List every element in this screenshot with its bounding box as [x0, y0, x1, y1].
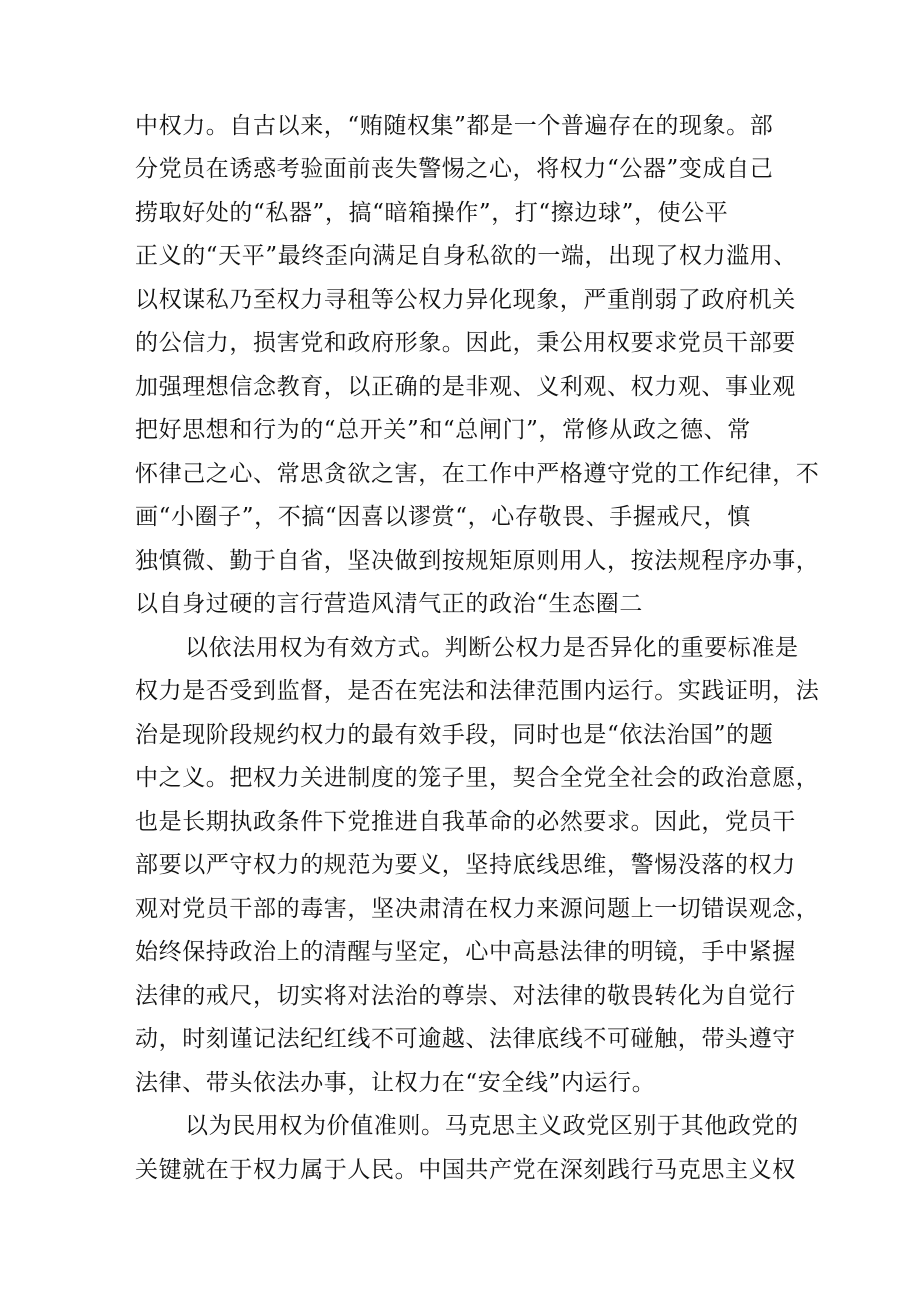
text-line: 关键就在于权力属于人民。中国共产党在深刻践行马克思主义权 — [135, 1157, 796, 1183]
text-line: 法律、带头依法办事，让权力在“安全线”内运行。 — [135, 1070, 656, 1096]
text-line: 中之义。把权力关进制度的笼子里，契合全党全社会的政治意愿， — [135, 765, 820, 791]
text-line: 怀律己之心、常思贪欲之害，在工作中严格遵守党的工作纪律，不 — [135, 461, 820, 487]
text-line: 以权谋私乃至权力寻租等公权力异化现象，严重削弱了政府机关 — [135, 287, 796, 313]
paragraph-first-line: 以依法用权为有效方式。判断公权力是否异化的重要标准是 — [185, 635, 799, 661]
text-line: 加强理想信念教育，以正确的是非观、义利观、权力观、事业观 — [135, 374, 796, 400]
text-line: 始终保持政治上的清醒与坚定，心中高悬法律的明镜，手中紧握 — [135, 939, 796, 965]
paragraph-first-line: 以为民用权为价值准则。马克思主义政党区别于其他政党的 — [185, 1113, 799, 1139]
text-line: 中权力。自古以来，“贿随权集”都是一个普遍存在的现象。部 — [135, 113, 774, 139]
text-line: 把好思想和行为的“总开关”和“总闸门”，常修从政之德、常 — [135, 417, 751, 443]
text-line: 捞取好处的“私器”，搞“暗箱操作”，打“擦边球”，使公平 — [135, 200, 729, 226]
text-line: 法律的戒尺，切实将对法治的尊崇、对法律的敬畏转化为自觉行 — [135, 983, 796, 1009]
text-line: 部要以严守权力的规范为要义，坚持底线思维，警惕没落的权力 — [135, 852, 796, 878]
text-line: 的公信力，损害党和政府形象。因此，秉公用权要求党员干部要 — [135, 330, 796, 356]
text-line: 正义的“天平”最终歪向满足自身私欲的一端，出现了权力滥用、 — [135, 243, 797, 269]
text-line: 观对党员干部的毒害，坚决肃清在权力来源问题上一切错误观念， — [135, 896, 820, 922]
text-line: 分党员在诱惑考验面前丧失警惕之心，将权力“公器”变成自己 — [135, 156, 774, 182]
text-line: 独慎微、勤于自省，坚决做到按规矩原则用人，按法规程序办事， — [135, 548, 820, 574]
text-line: 画“小圈子”，不搞“因喜以谬赏“，心存敬畏、手握戒尺，慎 — [135, 504, 751, 530]
text-line: 也是长期执政条件下党推进自我革命的必然要求。因此，党员干 — [135, 809, 796, 835]
text-line: 权力是否受到监督，是否在宪法和法律范围内运行。实践证明，法 — [135, 678, 820, 704]
text-line: 动，时刻谨记法纪红线不可逾越、法律底线不可碰触，带头遵守 — [135, 1026, 796, 1052]
text-line: 治是现阶段规约权力的最有效手段，同时也是“依法治国”的题 — [135, 722, 774, 748]
text-line: 以自身过硬的言行营造风清气正的政治“生态圈二 — [135, 591, 643, 617]
